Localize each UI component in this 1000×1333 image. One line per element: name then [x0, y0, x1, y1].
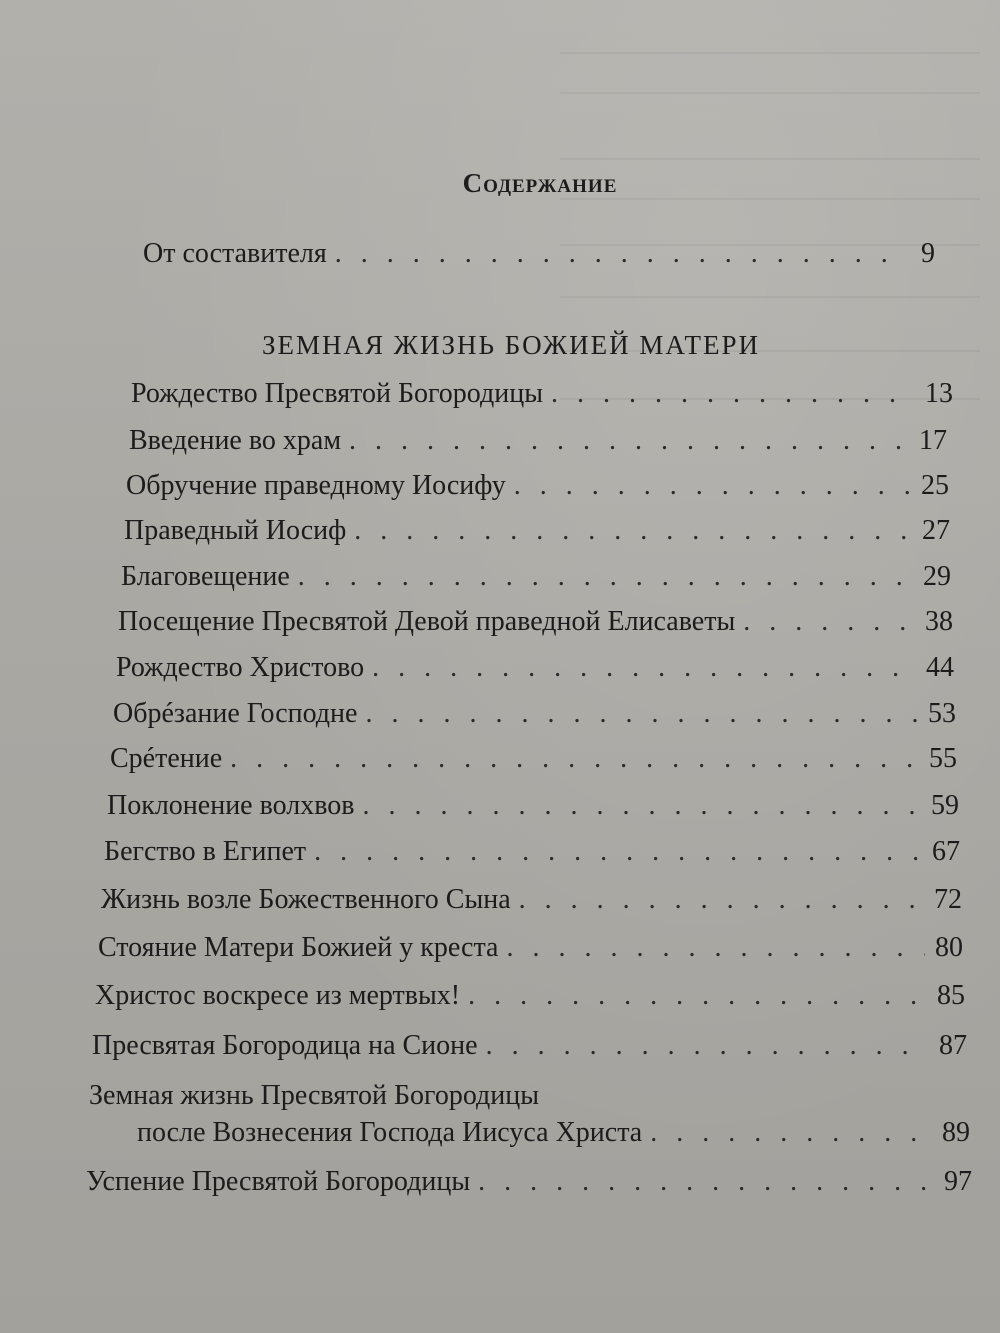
toc-leader-dots [514, 470, 911, 502]
toc-entry [107, 790, 959, 822]
bleed-through-line [560, 158, 980, 160]
toc-entry-multiline-second [137, 1117, 970, 1149]
toc-leader-dots [506, 932, 925, 964]
toc-entry-label: Рождество Пресвятой Богородицы [131, 378, 544, 409]
toc-entry-label: после Вознесения Господа Иисуса Христа [137, 1117, 643, 1148]
toc-entry [131, 378, 953, 410]
toc-entry [98, 932, 963, 964]
toc-entry-page: 85 [937, 980, 965, 1011]
toc-entry [124, 515, 950, 547]
bleed-through-line [560, 296, 980, 298]
toc-entry-label: Обручение праведному Иосифу [126, 470, 506, 501]
toc-entry-page: 97 [944, 1166, 972, 1197]
toc-entry-label: Праведный Иосиф [124, 515, 347, 546]
toc-entry-page: 53 [928, 698, 956, 729]
toc-entry [116, 652, 954, 684]
toc-leader-dots [335, 238, 897, 270]
toc-entry-label: Бегство в Египет [104, 836, 307, 867]
toc-entry-label: Пресвятая Богородица на Сионе [92, 1030, 478, 1061]
toc-entry-page: 25 [921, 470, 949, 501]
toc-leader-dots [365, 698, 918, 730]
bleed-through-line [560, 52, 980, 54]
toc-entry-label: Благовещение [121, 561, 290, 592]
toc-entry-page: 72 [934, 884, 962, 915]
toc-entry-page: 38 [925, 606, 953, 637]
toc-entry-label: Рождество Христово [116, 652, 365, 683]
toc-entry-page: 87 [939, 1030, 967, 1061]
toc-entry [92, 1030, 967, 1062]
toc-entry-last [86, 1166, 972, 1198]
toc-leader-dots [354, 515, 912, 547]
toc-entry-page: 17 [919, 425, 947, 456]
toc-leader-dots [230, 743, 919, 775]
toc-leader-dots [349, 425, 909, 457]
toc-entry [129, 425, 947, 457]
section-title: ЗЕМНАЯ ЖИЗНЬ БОЖИЕЙ МАТЕРИ [262, 330, 760, 360]
toc-entry [95, 980, 965, 1012]
toc-leader-dots [298, 561, 913, 593]
toc-entry-label: Христос воскресе из мертвых! [95, 980, 461, 1011]
toc-entry-label: Поклонение волхвов [107, 790, 355, 821]
toc-leader-dots [486, 1030, 929, 1062]
toc-entry-label: Жизнь возле Божественного Сына [101, 884, 511, 915]
toc-entry-label: Посещение Пресвятой Девой праведной Елисаветы [118, 606, 736, 637]
toc-entry-label: Введение во храм [129, 425, 342, 456]
toc-leader-dots [468, 980, 927, 1012]
toc-entry [126, 470, 949, 502]
toc-leader-dots [519, 884, 924, 916]
toc-entry-page: 27 [922, 515, 950, 546]
toc-entry-label: Стояние Матери Божией у креста [98, 932, 499, 963]
toc-entry-preface [143, 238, 935, 270]
toc-entry-label: Обрéзание Господне [113, 698, 358, 729]
toc-entry [118, 606, 953, 638]
toc-entry [101, 884, 962, 916]
toc-entry-multiline-first: Земная жизнь Пресвятой Богородицы [89, 1080, 540, 1111]
toc-leader-dots [551, 378, 915, 410]
toc-entry-page: 80 [935, 932, 963, 963]
toc-leader-dots [372, 652, 916, 684]
toc-entry-label: Срéтение [110, 743, 223, 774]
contents-heading: Содержание [462, 168, 618, 198]
toc-entry [110, 743, 957, 775]
toc-entry-page: 9 [921, 238, 935, 269]
toc-entry-page: 55 [929, 743, 957, 774]
toc-leader-dots [478, 1166, 934, 1198]
toc-entry-page: 44 [926, 652, 954, 683]
toc-entry-label: От составителя [143, 238, 327, 269]
toc-leader-dots [314, 836, 922, 868]
toc-entry-page: 59 [931, 790, 959, 821]
toc-entry-page: 29 [923, 561, 951, 592]
toc-entry [113, 698, 956, 730]
toc-leader-dots [743, 606, 915, 638]
toc-entry-label: Успение Пресвятой Богородицы [86, 1166, 471, 1197]
toc-entry-page: 67 [932, 836, 960, 867]
bleed-through-line [560, 92, 980, 94]
toc-entry [121, 561, 951, 593]
toc-leader-dots [363, 790, 922, 822]
toc-entry [104, 836, 960, 868]
toc-leader-dots [650, 1117, 932, 1149]
toc-entry-page: 13 [925, 378, 953, 409]
toc-entry-page: 89 [942, 1117, 970, 1148]
